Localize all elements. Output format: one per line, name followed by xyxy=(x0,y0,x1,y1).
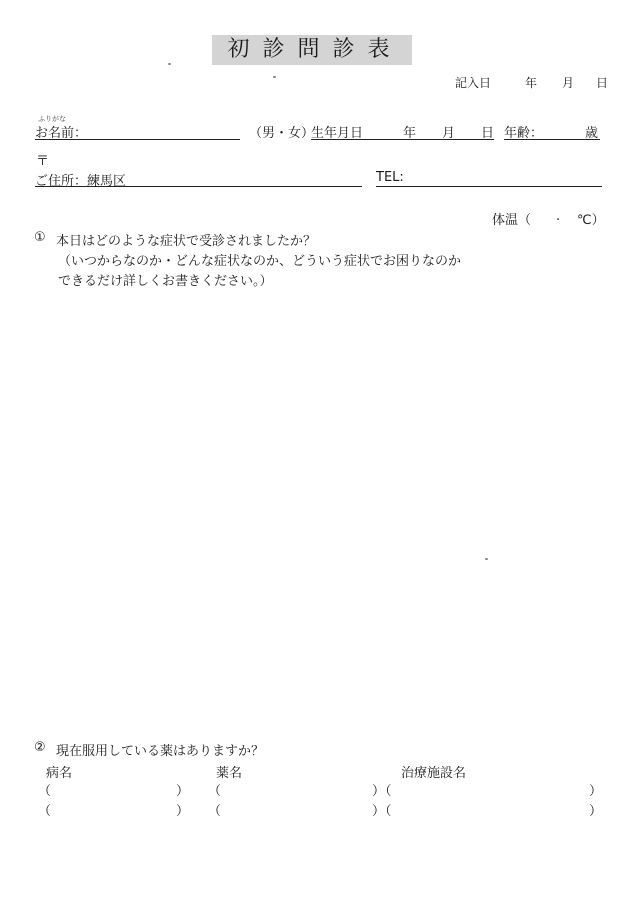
q2-number: ② xyxy=(34,740,46,755)
tel-field[interactable] xyxy=(376,186,602,187)
birth-month-label: 月 xyxy=(442,126,456,141)
column-facility-name: 治療施設名 xyxy=(401,766,467,781)
column-medicine-name: 薬名 xyxy=(216,766,243,781)
column-disease-name: 病名 xyxy=(46,766,73,781)
postal-mark: 〒 xyxy=(36,154,50,169)
form-title: 初診問診表 xyxy=(212,35,412,65)
body-temp-label: 体温（ xyxy=(492,213,532,228)
row2-joint-paren: ）（ xyxy=(372,804,392,819)
row2-facility-field[interactable] xyxy=(402,800,587,816)
row2-disease-open: （ xyxy=(38,804,52,819)
birth-day-label: 日 xyxy=(481,126,495,141)
address-field[interactable] xyxy=(35,186,362,187)
q1-instruction-line1: （いつからなのか・どんな症状なのか、どういう症状でお困りなのか xyxy=(58,254,462,269)
scan-speck xyxy=(485,558,488,560)
entry-date-day: 日 xyxy=(596,76,609,90)
scan-speck xyxy=(273,76,276,78)
body-temp-dot[interactable]: . xyxy=(556,209,561,224)
age-unit: 歳 xyxy=(585,126,599,141)
row1-facility-close: ） xyxy=(589,784,603,799)
row1-medicine-field[interactable] xyxy=(224,780,369,796)
row2-facility-close: ） xyxy=(589,804,603,819)
row1-disease-close: ） xyxy=(176,784,190,799)
row2-medicine-open: （ xyxy=(208,804,222,819)
age-label: 年齢： xyxy=(504,126,544,141)
row2-medicine-field[interactable] xyxy=(224,800,369,816)
row1-disease-field[interactable] xyxy=(54,780,174,796)
name-label: お名前： xyxy=(35,126,88,141)
body-temp-unit: ℃） xyxy=(577,213,605,228)
entry-date-label: 記入日 xyxy=(455,76,492,90)
q1-number: ① xyxy=(34,230,46,245)
furigana-label: ふりがな xyxy=(38,115,66,123)
gender-choice[interactable]: （男・女） xyxy=(249,126,315,141)
address-label: ご住所：練馬区 xyxy=(35,174,127,189)
q1-question: 本日はどのような症状で受診されましたか？ xyxy=(56,234,317,249)
row2-disease-field[interactable] xyxy=(54,800,174,816)
entry-date-month: 月 xyxy=(562,76,575,90)
q2-question: 現在服用している薬はありますか？ xyxy=(56,744,265,759)
age-field[interactable] xyxy=(504,139,600,140)
row1-medicine-open: （ xyxy=(208,784,222,799)
q1-instruction-line2: できるだけ詳しくお書きください。） xyxy=(58,274,273,289)
scan-speck xyxy=(168,63,171,65)
name-field[interactable] xyxy=(35,139,240,140)
row1-disease-open: （ xyxy=(38,784,52,799)
row1-joint-paren: ）（ xyxy=(372,784,392,799)
q1-answer-area[interactable] xyxy=(40,300,605,720)
birth-date-label: 生年月日 xyxy=(311,126,364,141)
row1-facility-field[interactable] xyxy=(402,780,587,796)
row2-disease-close: ） xyxy=(176,804,190,819)
birth-year-label: 年 xyxy=(403,126,417,141)
tel-label: TEL: xyxy=(376,170,404,185)
entry-date-year: 年 xyxy=(525,76,538,90)
birth-date-field[interactable] xyxy=(311,139,494,140)
